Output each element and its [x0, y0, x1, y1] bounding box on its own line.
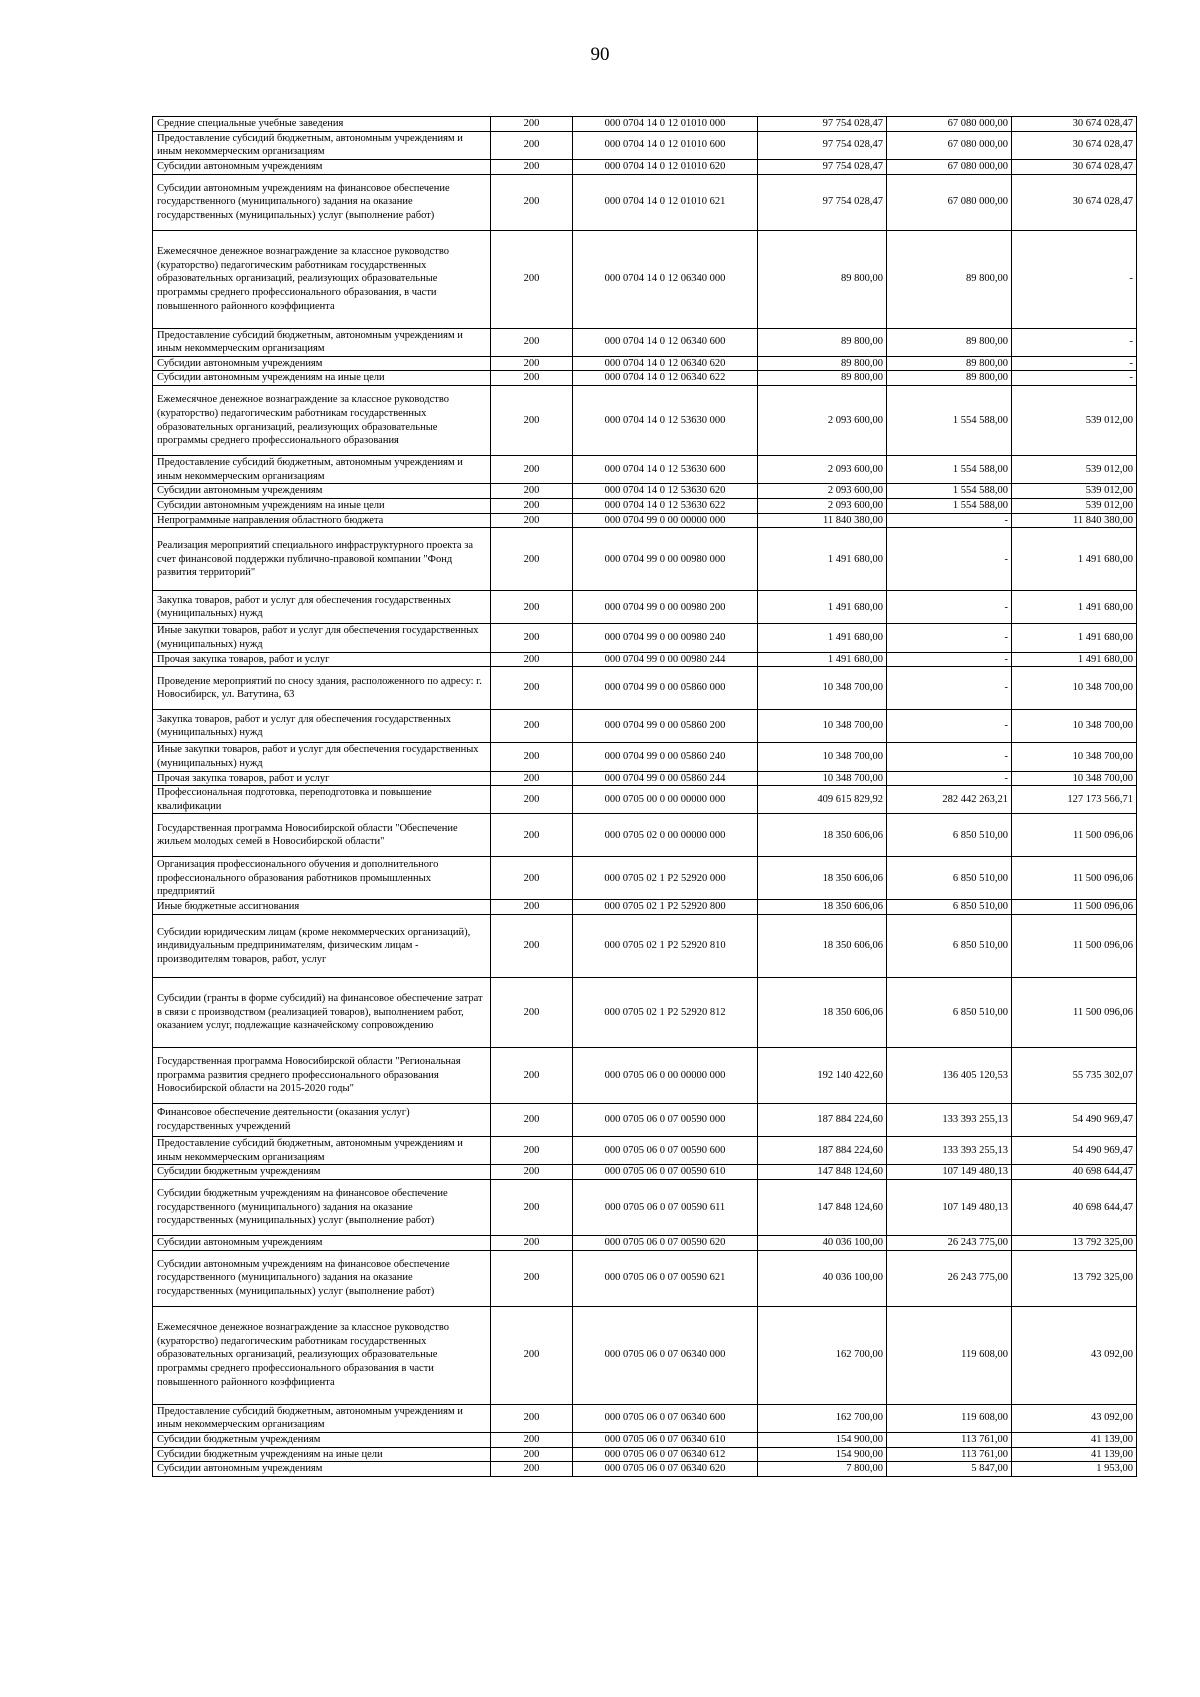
row-amount-1-cell: 89 800,00 — [758, 328, 887, 356]
row-code-cell: 200 — [491, 528, 573, 591]
row-classification-code-cell: 000 0704 14 0 12 06340 600 — [573, 328, 758, 356]
row-amount-1-cell: 10 348 700,00 — [758, 667, 887, 710]
row-amount-1-cell: 40 036 100,00 — [758, 1250, 887, 1306]
row-name-cell: Субсидии бюджетным учреждениям на финансовое обеспечение государственного (муниципального) задания на оказание государственных (муниципальных) услуг (выполнение работ) — [153, 1180, 491, 1236]
row-code-cell: 200 — [491, 1165, 573, 1180]
row-amount-2-cell: 119 608,00 — [887, 1404, 1012, 1432]
row-classification-code-cell: 000 0705 02 1 P2 52920 800 — [573, 900, 758, 915]
row-amount-3-cell: 11 500 096,06 — [1012, 915, 1137, 978]
row-amount-1-cell: 1 491 680,00 — [758, 652, 887, 667]
row-amount-2-cell: 107 149 480,13 — [887, 1165, 1012, 1180]
table-row — [153, 159, 1137, 174]
table-row — [153, 386, 1137, 456]
row-amount-1-cell: 7 800,00 — [758, 1462, 887, 1477]
table-row — [153, 624, 1137, 652]
row-name-cell: Прочая закупка товаров, работ и услуг — [153, 652, 491, 667]
row-code-cell: 200 — [491, 513, 573, 528]
row-code-cell: 200 — [491, 1447, 573, 1462]
row-amount-3-cell: 54 490 969,47 — [1012, 1137, 1137, 1165]
row-amount-3-cell: 30 674 028,47 — [1012, 159, 1137, 174]
row-classification-code-cell: 000 0704 99 0 00 00980 200 — [573, 591, 758, 624]
row-name-cell: Реализация мероприятий специального инфраструктурного проекта за счет финансовой поддержки публично-правовой компании "Фонд развития территорий" — [153, 528, 491, 591]
row-amount-2-cell: 107 149 480,13 — [887, 1180, 1012, 1236]
row-name-cell: Ежемесячное денежное вознаграждение за классное руководство (кураторство) педагогическим работникам государственных образовательных организаций, реализующих образовательные программы среднего профессионального образования в части повышенного районного коэффициента — [153, 1306, 491, 1404]
budget-table-body — [153, 117, 1137, 1477]
row-code-cell: 200 — [491, 499, 573, 514]
row-amount-1-cell: 2 093 600,00 — [758, 499, 887, 514]
row-amount-3-cell: 30 674 028,47 — [1012, 117, 1137, 132]
table-row — [153, 456, 1137, 484]
table-row — [153, 1306, 1137, 1404]
row-classification-code-cell: 000 0705 06 0 07 06340 620 — [573, 1462, 758, 1477]
row-amount-2-cell: - — [887, 513, 1012, 528]
table-row — [153, 743, 1137, 771]
row-classification-code-cell: 000 0704 14 0 12 06340 620 — [573, 356, 758, 371]
row-amount-3-cell: 41 139,00 — [1012, 1447, 1137, 1462]
row-classification-code-cell: 000 0704 99 0 00 00980 244 — [573, 652, 758, 667]
table-row — [153, 1180, 1137, 1236]
row-classification-code-cell: 000 0704 14 0 12 53630 600 — [573, 456, 758, 484]
row-name-cell: Субсидии автономным учреждениям — [153, 159, 491, 174]
row-amount-1-cell: 2 093 600,00 — [758, 484, 887, 499]
row-amount-1-cell: 10 348 700,00 — [758, 743, 887, 771]
row-amount-2-cell: - — [887, 710, 1012, 743]
row-amount-3-cell: 30 674 028,47 — [1012, 174, 1137, 230]
row-name-cell: Средние специальные учебные заведения — [153, 117, 491, 132]
table-row — [153, 371, 1137, 386]
row-amount-3-cell: - — [1012, 356, 1137, 371]
table-row — [153, 1462, 1137, 1477]
row-amount-3-cell: 43 092,00 — [1012, 1306, 1137, 1404]
row-amount-3-cell: 127 173 566,71 — [1012, 786, 1137, 814]
row-amount-1-cell: 18 350 606,06 — [758, 900, 887, 915]
row-classification-code-cell: 000 0705 02 0 00 00000 000 — [573, 814, 758, 857]
row-amount-2-cell: 1 554 588,00 — [887, 456, 1012, 484]
row-amount-1-cell: 97 754 028,47 — [758, 174, 887, 230]
row-amount-3-cell: 55 735 302,07 — [1012, 1048, 1137, 1104]
page-number: 90 — [590, 44, 610, 65]
row-amount-2-cell: 1 554 588,00 — [887, 386, 1012, 456]
row-amount-3-cell: 539 012,00 — [1012, 484, 1137, 499]
row-classification-code-cell: 000 0704 14 0 12 01010 000 — [573, 117, 758, 132]
table-row — [153, 591, 1137, 624]
row-name-cell: Ежемесячное денежное вознаграждение за классное руководство (кураторство) педагогическим работникам государственных образовательных организаций, реализующих образовательные программы среднего профессионального образования, в части повышенного районного коэффициента — [153, 230, 491, 328]
table-row — [153, 499, 1137, 514]
row-amount-2-cell: 6 850 510,00 — [887, 857, 1012, 900]
row-amount-1-cell: 89 800,00 — [758, 371, 887, 386]
row-amount-3-cell: - — [1012, 371, 1137, 386]
row-amount-2-cell: - — [887, 743, 1012, 771]
table-row — [153, 117, 1137, 132]
table-row — [153, 771, 1137, 786]
row-amount-2-cell: 1 554 588,00 — [887, 484, 1012, 499]
row-classification-code-cell: 000 0704 99 0 00 00980 240 — [573, 624, 758, 652]
row-amount-1-cell: 11 840 380,00 — [758, 513, 887, 528]
table-row — [153, 528, 1137, 591]
row-amount-1-cell: 409 615 829,92 — [758, 786, 887, 814]
row-code-cell: 200 — [491, 1462, 573, 1477]
row-amount-2-cell: - — [887, 528, 1012, 591]
row-amount-2-cell: 6 850 510,00 — [887, 814, 1012, 857]
table-row — [153, 667, 1137, 710]
row-amount-3-cell: 11 500 096,06 — [1012, 857, 1137, 900]
row-amount-2-cell: - — [887, 591, 1012, 624]
row-code-cell: 200 — [491, 484, 573, 499]
row-code-cell: 200 — [491, 131, 573, 159]
row-code-cell: 200 — [491, 1137, 573, 1165]
table-row — [153, 484, 1137, 499]
row-name-cell: Субсидии автономным учреждениям на финансовое обеспечение государственного (муниципального) задания на оказание государственных (муниципальных) услуг (выполнение работ) — [153, 1250, 491, 1306]
row-name-cell: Закупка товаров, работ и услуг для обеспечения государственных (муниципальных) нужд — [153, 591, 491, 624]
row-code-cell: 200 — [491, 710, 573, 743]
row-amount-1-cell: 97 754 028,47 — [758, 131, 887, 159]
row-amount-3-cell: 1 491 680,00 — [1012, 624, 1137, 652]
row-name-cell: Субсидии автономным учреждениям — [153, 1236, 491, 1251]
table-row — [153, 1447, 1137, 1462]
row-code-cell: 200 — [491, 591, 573, 624]
table-row — [153, 174, 1137, 230]
row-amount-3-cell: 40 698 644,47 — [1012, 1165, 1137, 1180]
row-code-cell: 200 — [491, 117, 573, 132]
table-row — [153, 1250, 1137, 1306]
row-name-cell: Субсидии юридическим лицам (кроме некоммерческих организаций), индивидуальным предпринимателям, физическим лицам - производителям товаров, работ, услуг — [153, 915, 491, 978]
row-name-cell: Субсидии автономным учреждениям — [153, 1462, 491, 1477]
row-name-cell: Субсидии (гранты в форме субсидий) на финансовое обеспечение затрат в связи с производством (реализацией товаров), выполнением работ, оказанием услуг, подлежащие казначейскому сопровождению — [153, 978, 491, 1048]
row-code-cell: 200 — [491, 159, 573, 174]
row-code-cell: 200 — [491, 915, 573, 978]
row-classification-code-cell: 000 0705 06 0 07 00590 000 — [573, 1104, 758, 1137]
row-amount-2-cell: 119 608,00 — [887, 1306, 1012, 1404]
row-name-cell: Иные бюджетные ассигнования — [153, 900, 491, 915]
row-amount-3-cell: 1 491 680,00 — [1012, 528, 1137, 591]
row-amount-2-cell: 113 761,00 — [887, 1432, 1012, 1447]
row-amount-3-cell: 11 500 096,06 — [1012, 900, 1137, 915]
row-name-cell: Субсидии автономным учреждениям на иные цели — [153, 499, 491, 514]
row-classification-code-cell: 000 0704 99 0 00 05860 244 — [573, 771, 758, 786]
row-amount-1-cell: 162 700,00 — [758, 1404, 887, 1432]
row-amount-3-cell: 54 490 969,47 — [1012, 1104, 1137, 1137]
row-amount-1-cell: 97 754 028,47 — [758, 117, 887, 132]
row-amount-3-cell: 11 500 096,06 — [1012, 978, 1137, 1048]
row-name-cell: Субсидии бюджетным учреждениям — [153, 1432, 491, 1447]
row-amount-1-cell: 89 800,00 — [758, 230, 887, 328]
row-amount-1-cell: 154 900,00 — [758, 1432, 887, 1447]
row-classification-code-cell: 000 0704 99 0 00 05860 000 — [573, 667, 758, 710]
row-code-cell: 200 — [491, 1250, 573, 1306]
row-amount-2-cell: 113 761,00 — [887, 1447, 1012, 1462]
row-code-cell: 200 — [491, 743, 573, 771]
row-name-cell: Предоставление субсидий бюджетным, автономным учреждениям и иным некоммерческим организациям — [153, 328, 491, 356]
row-amount-1-cell: 18 350 606,06 — [758, 814, 887, 857]
row-classification-code-cell: 000 0704 14 0 12 53630 000 — [573, 386, 758, 456]
row-classification-code-cell: 000 0704 99 0 00 05860 200 — [573, 710, 758, 743]
table-row — [153, 1048, 1137, 1104]
row-classification-code-cell: 000 0705 02 1 P2 52920 000 — [573, 857, 758, 900]
row-amount-1-cell: 1 491 680,00 — [758, 624, 887, 652]
row-amount-1-cell: 147 848 124,60 — [758, 1180, 887, 1236]
row-classification-code-cell: 000 0705 06 0 07 00590 611 — [573, 1180, 758, 1236]
row-amount-2-cell: 67 080 000,00 — [887, 159, 1012, 174]
row-amount-2-cell: 26 243 775,00 — [887, 1236, 1012, 1251]
row-code-cell: 200 — [491, 624, 573, 652]
row-amount-3-cell: 43 092,00 — [1012, 1404, 1137, 1432]
row-amount-2-cell: - — [887, 624, 1012, 652]
row-code-cell: 200 — [491, 371, 573, 386]
row-code-cell: 200 — [491, 1404, 573, 1432]
row-amount-1-cell: 97 754 028,47 — [758, 159, 887, 174]
row-code-cell: 200 — [491, 900, 573, 915]
row-amount-3-cell: 10 348 700,00 — [1012, 771, 1137, 786]
table-row — [153, 1165, 1137, 1180]
table-row — [153, 1236, 1137, 1251]
row-amount-1-cell: 1 491 680,00 — [758, 528, 887, 591]
row-name-cell: Субсидии автономным учреждениям — [153, 484, 491, 499]
row-amount-1-cell: 18 350 606,06 — [758, 915, 887, 978]
row-code-cell: 200 — [491, 174, 573, 230]
row-name-cell: Субсидии автономным учреждениям на финансовое обеспечение государственного (муниципального) задания на оказание государственных (муниципальных) услуг (выполнение работ) — [153, 174, 491, 230]
row-amount-1-cell: 147 848 124,60 — [758, 1165, 887, 1180]
row-name-cell: Субсидии бюджетным учреждениям — [153, 1165, 491, 1180]
row-amount-3-cell: 11 500 096,06 — [1012, 814, 1137, 857]
row-classification-code-cell: 000 0705 06 0 07 06340 610 — [573, 1432, 758, 1447]
budget-table — [152, 116, 1137, 1477]
row-amount-3-cell: 539 012,00 — [1012, 499, 1137, 514]
row-code-cell: 200 — [491, 978, 573, 1048]
row-code-cell: 200 — [491, 328, 573, 356]
row-amount-2-cell: 89 800,00 — [887, 371, 1012, 386]
row-code-cell: 200 — [491, 386, 573, 456]
row-classification-code-cell: 000 0705 06 0 07 06340 000 — [573, 1306, 758, 1404]
row-classification-code-cell: 000 0705 02 1 P2 52920 810 — [573, 915, 758, 978]
row-code-cell: 200 — [491, 667, 573, 710]
row-amount-1-cell: 40 036 100,00 — [758, 1236, 887, 1251]
table-row — [153, 1104, 1137, 1137]
table-row — [153, 131, 1137, 159]
table-row — [153, 786, 1137, 814]
row-amount-3-cell: - — [1012, 230, 1137, 328]
row-name-cell: Субсидии автономным учреждениям на иные цели — [153, 371, 491, 386]
table-row — [153, 857, 1137, 900]
row-amount-2-cell: 6 850 510,00 — [887, 978, 1012, 1048]
table-row — [153, 356, 1137, 371]
row-code-cell: 200 — [491, 652, 573, 667]
row-amount-1-cell: 18 350 606,06 — [758, 857, 887, 900]
row-amount-3-cell: 10 348 700,00 — [1012, 667, 1137, 710]
row-amount-2-cell: - — [887, 652, 1012, 667]
row-amount-2-cell: 133 393 255,13 — [887, 1137, 1012, 1165]
table-row — [153, 230, 1137, 328]
table-row — [153, 900, 1137, 915]
row-classification-code-cell: 000 0704 14 0 12 06340 000 — [573, 230, 758, 328]
row-amount-1-cell: 187 884 224,60 — [758, 1104, 887, 1137]
row-amount-2-cell: 133 393 255,13 — [887, 1104, 1012, 1137]
row-classification-code-cell: 000 0704 14 0 12 53630 620 — [573, 484, 758, 499]
table-row — [153, 915, 1137, 978]
row-name-cell: Финансовое обеспечение деятельности (оказания услуг) государственных учреждений — [153, 1104, 491, 1137]
table-row — [153, 1137, 1137, 1165]
row-code-cell: 200 — [491, 456, 573, 484]
row-amount-1-cell: 10 348 700,00 — [758, 710, 887, 743]
row-code-cell: 200 — [491, 771, 573, 786]
row-amount-3-cell: 1 491 680,00 — [1012, 652, 1137, 667]
row-name-cell: Субсидии бюджетным учреждениям на иные цели — [153, 1447, 491, 1462]
row-classification-code-cell: 000 0704 14 0 12 01010 600 — [573, 131, 758, 159]
row-amount-2-cell: 1 554 588,00 — [887, 499, 1012, 514]
row-amount-2-cell: 67 080 000,00 — [887, 174, 1012, 230]
row-name-cell: Ежемесячное денежное вознаграждение за классное руководство (кураторство) педагогическим работникам государственных образовательных организаций, реализующих образовательные программы среднего профессионального образования — [153, 386, 491, 456]
row-code-cell: 200 — [491, 786, 573, 814]
row-code-cell: 200 — [491, 230, 573, 328]
row-name-cell: Государственная программа Новосибирской области "Региональная программа развития среднего профессионального образования Новосибирской области на 2015-2020 годы" — [153, 1048, 491, 1104]
row-amount-1-cell: 2 093 600,00 — [758, 386, 887, 456]
row-amount-3-cell: 10 348 700,00 — [1012, 743, 1137, 771]
row-amount-1-cell: 18 350 606,06 — [758, 978, 887, 1048]
row-code-cell: 200 — [491, 356, 573, 371]
row-amount-1-cell: 2 093 600,00 — [758, 456, 887, 484]
row-name-cell: Субсидии автономным учреждениям — [153, 356, 491, 371]
table-row — [153, 328, 1137, 356]
row-name-cell: Организация профессионального обучения и дополнительного профессионального образования работников промышленных предприятий — [153, 857, 491, 900]
row-amount-2-cell: - — [887, 771, 1012, 786]
table-row — [153, 1432, 1137, 1447]
row-classification-code-cell: 000 0705 00 0 00 00000 000 — [573, 786, 758, 814]
row-amount-1-cell: 192 140 422,60 — [758, 1048, 887, 1104]
row-amount-1-cell: 154 900,00 — [758, 1447, 887, 1462]
row-code-cell: 200 — [491, 1048, 573, 1104]
row-code-cell: 200 — [491, 814, 573, 857]
table-row — [153, 710, 1137, 743]
row-classification-code-cell: 000 0705 06 0 00 00000 000 — [573, 1048, 758, 1104]
row-amount-2-cell: 5 847,00 — [887, 1462, 1012, 1477]
row-amount-3-cell: 539 012,00 — [1012, 386, 1137, 456]
row-classification-code-cell: 000 0704 14 0 12 06340 622 — [573, 371, 758, 386]
table-row — [153, 1404, 1137, 1432]
row-name-cell: Государственная программа Новосибирской области "Обеспечение жильем молодых семей в Новосибирской области" — [153, 814, 491, 857]
row-classification-code-cell: 000 0705 06 0 07 00590 610 — [573, 1165, 758, 1180]
row-amount-1-cell: 1 491 680,00 — [758, 591, 887, 624]
row-amount-2-cell: 6 850 510,00 — [887, 900, 1012, 915]
row-amount-3-cell: 1 491 680,00 — [1012, 591, 1137, 624]
row-classification-code-cell: 000 0704 14 0 12 01010 621 — [573, 174, 758, 230]
row-code-cell: 200 — [491, 857, 573, 900]
row-name-cell: Иные закупки товаров, работ и услуг для обеспечения государственных (муниципальных) нужд — [153, 624, 491, 652]
row-amount-3-cell: 30 674 028,47 — [1012, 131, 1137, 159]
row-amount-2-cell: 26 243 775,00 — [887, 1250, 1012, 1306]
row-classification-code-cell: 000 0704 99 0 00 00000 000 — [573, 513, 758, 528]
row-amount-2-cell: 282 442 263,21 — [887, 786, 1012, 814]
row-amount-1-cell: 187 884 224,60 — [758, 1137, 887, 1165]
row-amount-3-cell: 11 840 380,00 — [1012, 513, 1137, 528]
row-code-cell: 200 — [491, 1104, 573, 1137]
table-row — [153, 513, 1137, 528]
row-name-cell: Профессиональная подготовка, переподготовка и повышение квалификации — [153, 786, 491, 814]
row-amount-2-cell: - — [887, 667, 1012, 710]
row-amount-3-cell: 40 698 644,47 — [1012, 1180, 1137, 1236]
row-amount-3-cell: 13 792 325,00 — [1012, 1236, 1137, 1251]
row-classification-code-cell: 000 0704 14 0 12 01010 620 — [573, 159, 758, 174]
row-classification-code-cell: 000 0704 99 0 00 00980 000 — [573, 528, 758, 591]
row-name-cell: Непрограммные направления областного бюджета — [153, 513, 491, 528]
row-amount-2-cell: 89 800,00 — [887, 328, 1012, 356]
row-amount-1-cell: 162 700,00 — [758, 1306, 887, 1404]
row-name-cell: Предоставление субсидий бюджетным, автономным учреждениям и иным некоммерческим организациям — [153, 1137, 491, 1165]
row-amount-1-cell: 10 348 700,00 — [758, 771, 887, 786]
row-amount-2-cell: 89 800,00 — [887, 356, 1012, 371]
row-amount-1-cell: 89 800,00 — [758, 356, 887, 371]
row-classification-code-cell: 000 0705 06 0 07 06340 612 — [573, 1447, 758, 1462]
row-amount-2-cell: 67 080 000,00 — [887, 131, 1012, 159]
row-name-cell: Предоставление субсидий бюджетным, автономным учреждениям и иным некоммерческим организациям — [153, 131, 491, 159]
row-amount-2-cell: 67 080 000,00 — [887, 117, 1012, 132]
row-amount-3-cell: - — [1012, 328, 1137, 356]
row-code-cell: 200 — [491, 1306, 573, 1404]
row-name-cell: Проведение мероприятий по сносу здания, расположенного по адресу: г. Новосибирск, ул. Ватутина, 63 — [153, 667, 491, 710]
row-amount-3-cell: 13 792 325,00 — [1012, 1250, 1137, 1306]
row-amount-2-cell: 89 800,00 — [887, 230, 1012, 328]
row-amount-3-cell: 1 953,00 — [1012, 1462, 1137, 1477]
row-name-cell: Прочая закупка товаров, работ и услуг — [153, 771, 491, 786]
row-classification-code-cell: 000 0705 06 0 07 00590 600 — [573, 1137, 758, 1165]
row-name-cell: Закупка товаров, работ и услуг для обеспечения государственных (муниципальных) нужд — [153, 710, 491, 743]
row-amount-2-cell: 136 405 120,53 — [887, 1048, 1012, 1104]
row-name-cell: Предоставление субсидий бюджетным, автономным учреждениям и иным некоммерческим организациям — [153, 456, 491, 484]
table-row — [153, 652, 1137, 667]
row-classification-code-cell: 000 0705 02 1 P2 52920 812 — [573, 978, 758, 1048]
row-code-cell: 200 — [491, 1432, 573, 1447]
row-name-cell: Предоставление субсидий бюджетным, автономным учреждениям и иным некоммерческим организациям — [153, 1404, 491, 1432]
row-amount-3-cell: 539 012,00 — [1012, 456, 1137, 484]
row-amount-2-cell: 6 850 510,00 — [887, 915, 1012, 978]
row-classification-code-cell: 000 0705 06 0 07 00590 621 — [573, 1250, 758, 1306]
row-code-cell: 200 — [491, 1236, 573, 1251]
table-row — [153, 978, 1137, 1048]
table-row — [153, 814, 1137, 857]
row-classification-code-cell: 000 0704 99 0 00 05860 240 — [573, 743, 758, 771]
row-classification-code-cell: 000 0705 06 0 07 06340 600 — [573, 1404, 758, 1432]
row-name-cell: Иные закупки товаров, работ и услуг для обеспечения государственных (муниципальных) нужд — [153, 743, 491, 771]
row-code-cell: 200 — [491, 1180, 573, 1236]
row-classification-code-cell: 000 0704 14 0 12 53630 622 — [573, 499, 758, 514]
row-amount-3-cell: 41 139,00 — [1012, 1432, 1137, 1447]
row-classification-code-cell: 000 0705 06 0 07 00590 620 — [573, 1236, 758, 1251]
row-amount-3-cell: 10 348 700,00 — [1012, 710, 1137, 743]
